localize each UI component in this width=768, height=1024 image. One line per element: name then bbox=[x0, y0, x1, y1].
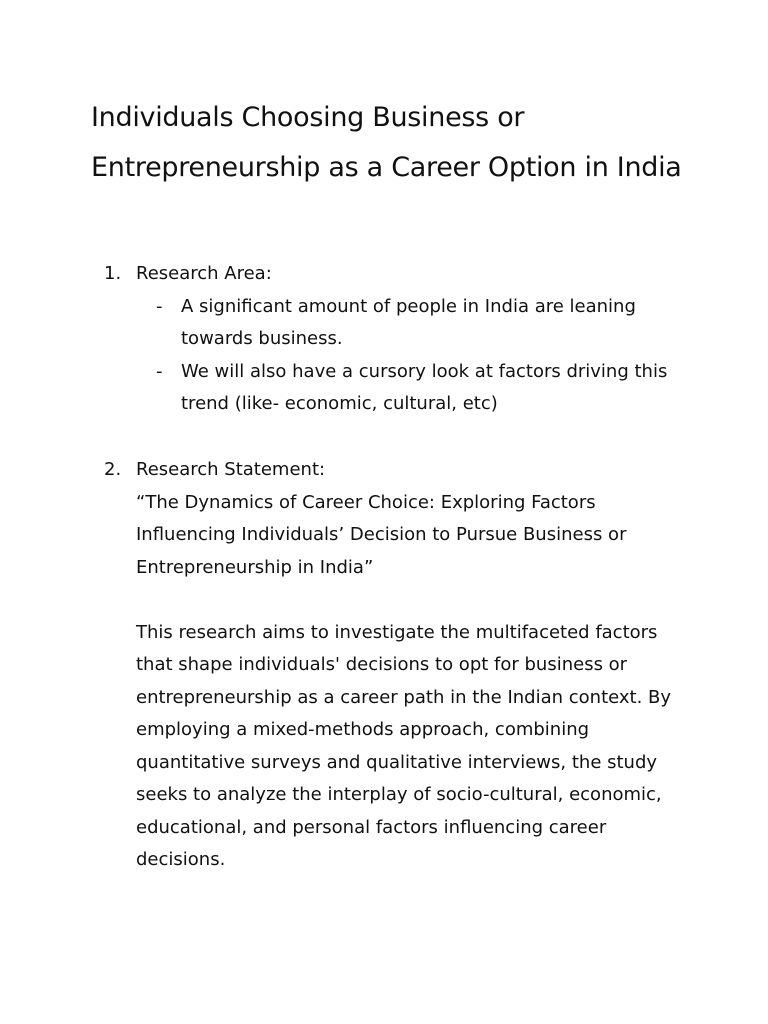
section-heading bbox=[104, 258, 684, 291]
research-description-paragraph: This research aims to investigate the multifaceted factors that shape individuals' decisions to opt for business or entrepreneurship as a career path in the Indian context. By employing a mixed-methods approach, combining quantitative surveys and qualitative interviews, the study seeks to analyze the interplay of socio-cultural, economic, educational, and personal factors influencing career decisions. bbox=[136, 621, 672, 870]
bullet-dash: - bbox=[156, 295, 163, 317]
bullet-dash: - bbox=[156, 360, 163, 382]
bullet-text: A significant amount of people in India are leaning towards business. bbox=[181, 295, 636, 349]
section-title: Research Statement: bbox=[136, 459, 326, 480]
section-number: 1. bbox=[104, 263, 122, 284]
research-statement-quote: “The Dynamics of Career Choice: Exploring Factors Influencing Individuals’ Decision to Pursue Business or Entrepreneurship in India” bbox=[136, 491, 627, 578]
section-research-area bbox=[104, 258, 684, 421]
section-heading bbox=[104, 454, 684, 487]
bullet-item bbox=[156, 356, 684, 421]
section-number: 2. bbox=[104, 459, 122, 480]
section-title: Research Area: bbox=[136, 263, 272, 284]
bullet-list bbox=[104, 291, 684, 421]
section-research-statement bbox=[104, 454, 684, 877]
bullet-item bbox=[156, 291, 684, 356]
document-title: Individuals Choosing Business or Entrepreneurship as a Career Option in India bbox=[91, 102, 682, 183]
bullet-text: We will also have a cursory look at factors driving this trend (like- economic, cultural, etc) bbox=[181, 360, 668, 414]
